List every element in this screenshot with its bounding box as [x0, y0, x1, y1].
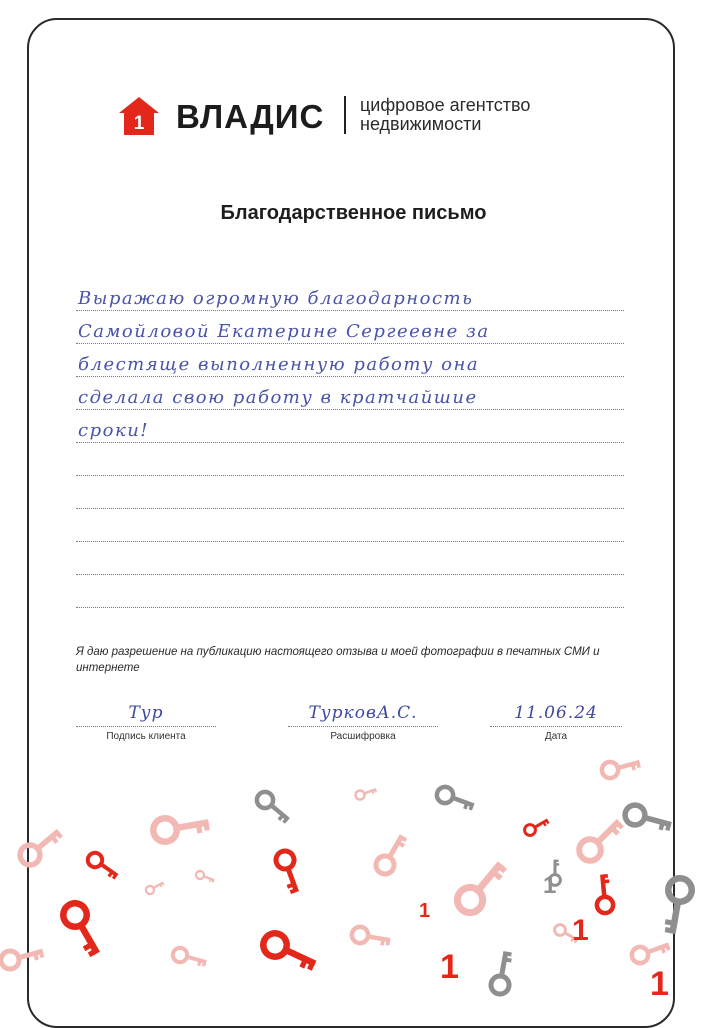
key-icon [171, 946, 208, 969]
key-icon [575, 814, 627, 866]
handwritten-text: сроки! [78, 420, 150, 441]
handwritten-text: блестяще выполненную работу она [78, 354, 480, 375]
key-icon [254, 789, 294, 826]
key-icon [490, 950, 515, 995]
key-icon [0, 943, 45, 972]
key-icon [523, 815, 551, 837]
svg-text:1: 1 [133, 113, 145, 134]
key-icon [623, 803, 674, 834]
key-icon [600, 754, 642, 780]
key-icon [594, 874, 614, 914]
key-icon [661, 876, 694, 935]
decoding-value: ТурковА.С. [288, 700, 438, 727]
tagline-line-1: цифровое агентство [360, 95, 531, 115]
digit-one-decoration: 1 [419, 900, 431, 922]
handwritten-text: Выражаю огромную благодарность [78, 288, 474, 309]
brand-name: ВЛАДИС [176, 98, 325, 135]
key-icon [452, 855, 510, 917]
key-icon [273, 848, 305, 895]
digit-one-decoration: 1 [543, 872, 557, 899]
key-icon [351, 926, 392, 949]
key-icon [259, 929, 320, 974]
key-icon [354, 785, 377, 801]
key-icon [16, 823, 65, 869]
key-icon [59, 899, 107, 959]
digit-one-decoration: 1 [650, 965, 669, 1000]
key-icon [195, 870, 216, 884]
key-icon [630, 937, 672, 965]
key-icon [373, 831, 410, 877]
client-signature-caption: Подпись клиента [106, 731, 186, 742]
handwritten-text: сделала свою работу в кратчайшие [78, 387, 478, 408]
key-icon [435, 785, 477, 813]
date-value: 11.06.24 [490, 700, 622, 727]
digit-one-decoration: 1 [440, 948, 459, 986]
letter-title: Благодарственное письмо [220, 202, 487, 224]
handwritten-text: Самойловой Екатерине Сергеевне за [78, 321, 490, 342]
publication-consent: Я даю разрешение на публикацию настоящего отзыва и моей фотографии в печатных СМИ и интернете [76, 646, 600, 674]
digit-one-decoration: 1 [572, 914, 589, 947]
key-icon [144, 879, 165, 896]
tagline-line-2: недвижимости [360, 114, 482, 134]
client-signature: Тур [76, 700, 216, 727]
date-caption: Дата [544, 731, 568, 742]
decoding-caption: Расшифровка [330, 731, 396, 742]
key-icon [85, 850, 121, 882]
key-icon [151, 811, 210, 844]
